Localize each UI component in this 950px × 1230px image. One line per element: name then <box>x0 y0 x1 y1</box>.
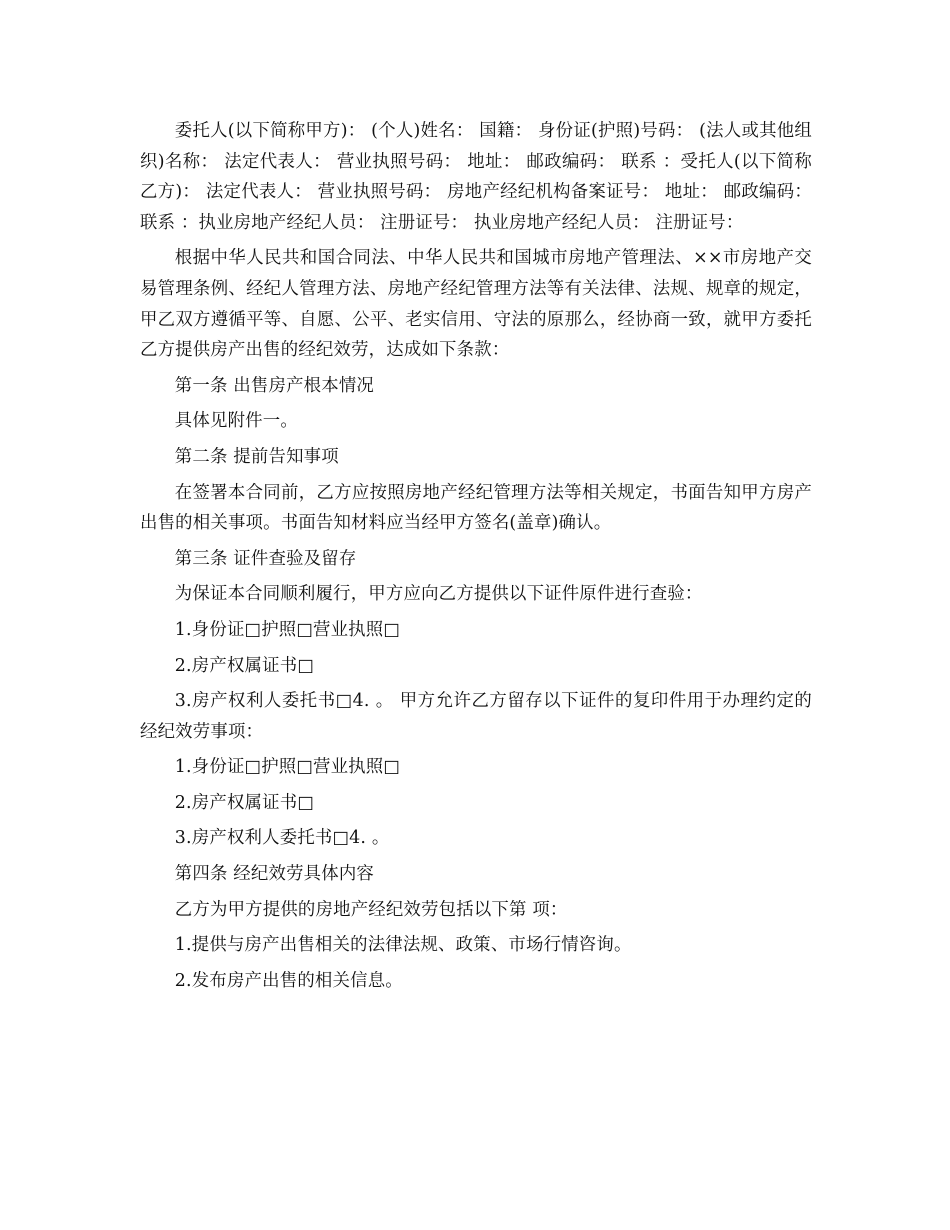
list-item: 2.房产权属证书□ <box>174 792 314 813</box>
article-3-body: 为保证本合同顺利履行，甲方应向乙方提供以下证件原件进行查验： <box>174 584 703 605</box>
article-4-body: 乙方为甲方提供的房地产经纪效劳包括以下第 项： <box>174 899 568 920</box>
list-item: 1.身份证□护照□营业执照□ <box>174 757 400 778</box>
legal-basis-paragraph: 根据中华人民共和国合同法、中华人民共和国城市房地产管理法、××市房地产交易管理条例、经纪人管理方法、房地产经纪管理方法等有关法律、法规、规章的规定，甲乙双方遵循平等、自愿、公平、老实信用、守法的原那么，经协商一致，就甲方委托乙方提供房产出售的经纪效劳，达成如下条款： <box>140 248 812 361</box>
list-item: 2.发布房产出售的相关信息。 <box>174 970 403 991</box>
article-2-body: 在签署本合同前，乙方应按照房地产经纪管理方法等相关规定，书面告知甲方房产出售的相关事项。书面告知材料应当经甲方签名(盖章)确认。 <box>140 482 812 534</box>
list-item: 1.提供与房产出售相关的法律法规、政策、市场行情咨询。 <box>174 935 632 956</box>
article-4-heading: 第四条 经纪效劳具体内容 <box>174 864 375 885</box>
article-3-heading: 第三条 证件查验及留存 <box>174 548 357 569</box>
document-page <box>140 116 812 996</box>
list-item: 2.房产权属证书□ <box>174 655 314 676</box>
article-2-heading: 第二条 提前告知事项 <box>174 446 339 467</box>
intro-parties-paragraph: 委托人(以下简称甲方)： (个人)姓名： 国籍： 身份证(护照)号码： (法人或其他组织)名称： 法定代表人： 营业执照号码： 地址： 邮政编码： 联系 ：受托人(以下简称乙方)： 法定代表人： 营业执照号码： 房地产经纪机构备案证号： 地址： 邮政编码： 联系 ：执业房地产经纪人员： 注册证号： 执业房地产经纪人员： 注册证号： <box>140 121 812 233</box>
list-item: 3.房产权利人委托书□4. 。 <box>174 828 390 849</box>
list-item: 3.房产权利人委托书□4. 。 甲方允许乙方留存以下证件的复印件用于办理约定的经纪效劳事项： <box>140 691 812 742</box>
article-1-body: 具体见附件一。 <box>174 411 298 432</box>
article-1-heading: 第一条 出售房产根本情况 <box>174 375 375 396</box>
list-item: 1.身份证□护照□营业执照□ <box>174 619 400 640</box>
